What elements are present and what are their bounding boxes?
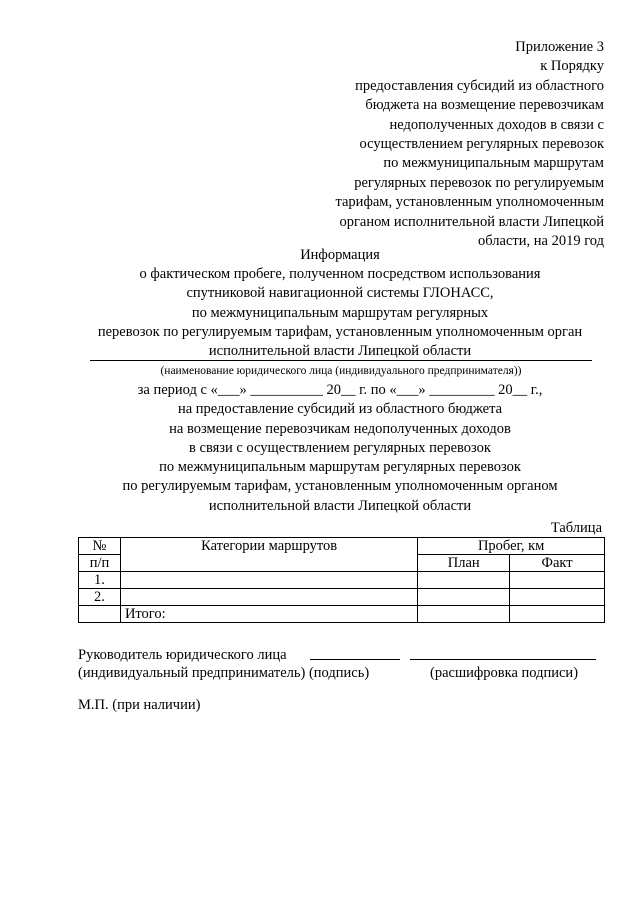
appendix-header <box>304 38 604 251</box>
appendix-line: области, на 2019 год <box>478 233 604 250</box>
row-fact[interactable] <box>510 589 605 606</box>
title-line: спутниковой навигационной системы ГЛОНАСС, <box>186 285 494 302</box>
header-fact: Факт <box>510 555 605 572</box>
row-plan[interactable] <box>418 606 510 623</box>
row-category[interactable] <box>120 589 417 606</box>
row-plan[interactable] <box>418 589 510 606</box>
period-line: в связи с осуществлением регулярных перевозок <box>189 439 491 456</box>
table-row <box>79 589 605 606</box>
row-num <box>79 606 121 623</box>
signatory-caption: (индивидуальный предприниматель) (подпись) <box>78 665 370 681</box>
appendix-line: тарифам, установленным уполномоченным <box>335 194 604 211</box>
decoding-caption: (расшифровка подписи) <box>430 665 579 681</box>
appendix-line: Приложение 3 <box>515 39 604 55</box>
row-category[interactable] <box>120 572 417 589</box>
appendix-line: органом исполнительной власти Липецкой <box>339 213 604 230</box>
title-line: Информация <box>300 247 380 263</box>
appendix-line: по межмуниципальным маршрутам <box>383 155 604 172</box>
row-plan[interactable] <box>418 572 510 589</box>
signature-line[interactable] <box>310 659 400 660</box>
period-block <box>40 381 640 516</box>
appendix-line: осуществлением регулярных перевозок <box>359 136 604 153</box>
table-header-row <box>79 538 605 555</box>
signature-decoding-line[interactable] <box>410 659 596 660</box>
row-num: 1. <box>79 572 121 589</box>
title-line: о фактическом пробеге, полученном посредством использования <box>139 266 541 283</box>
entity-name-caption: (наименование юридического лица (индивидуального предпринимателя)) <box>160 365 522 377</box>
period-line: по межмуниципальным маршрутам регулярных перевозок <box>159 459 521 476</box>
row-num: 2. <box>79 589 121 606</box>
header-category: Категории маршрутов <box>120 538 417 572</box>
signatory-title: Руководитель юридического лица <box>78 647 287 663</box>
period-line: на возмещение перевозчикам недополученных доходов <box>169 420 511 437</box>
document-title <box>40 246 640 361</box>
row-fact[interactable] <box>510 606 605 623</box>
header-num: № <box>79 538 121 555</box>
title-line: исполнительной власти Липецкой области <box>208 343 472 360</box>
table-total-row <box>79 606 605 623</box>
mileage-table <box>78 537 605 623</box>
appendix-line: предоставления субсидий из областного <box>355 77 604 94</box>
title-line: перевозок по регулируемым тарифам, установленным уполномоченным орган <box>97 323 583 340</box>
header-mileage: Пробег, км <box>418 538 605 555</box>
row-fact[interactable] <box>510 572 605 589</box>
stamp-place: М.П. (при наличии) <box>78 697 201 713</box>
entity-name-line[interactable] <box>90 360 592 361</box>
row-total-label: Итого: <box>120 606 417 623</box>
period-line: по регулируемым тарифам, установленным уполномоченным органом <box>122 478 558 495</box>
appendix-line: бюджета на возмещение перевозчикам <box>365 97 604 114</box>
table-label: Таблица <box>550 520 602 536</box>
title-line: по межмуниципальным маршрутам регулярных <box>191 304 489 321</box>
table-row <box>79 572 605 589</box>
period-line: за период с «___» __________ 20__ г. по «___» _________ 20__ г., <box>137 382 543 398</box>
period-line: исполнительной власти Липецкой области <box>208 497 472 514</box>
appendix-line: к Порядку <box>540 58 604 75</box>
header-plan: План <box>418 555 510 572</box>
appendix-line: недополученных доходов в связи с <box>389 116 604 133</box>
header-num-2: п/п <box>79 555 121 572</box>
appendix-line: регулярных перевозок по регулируемым <box>354 174 604 191</box>
period-line: на предоставление субсидий из областного бюджета <box>177 401 503 418</box>
